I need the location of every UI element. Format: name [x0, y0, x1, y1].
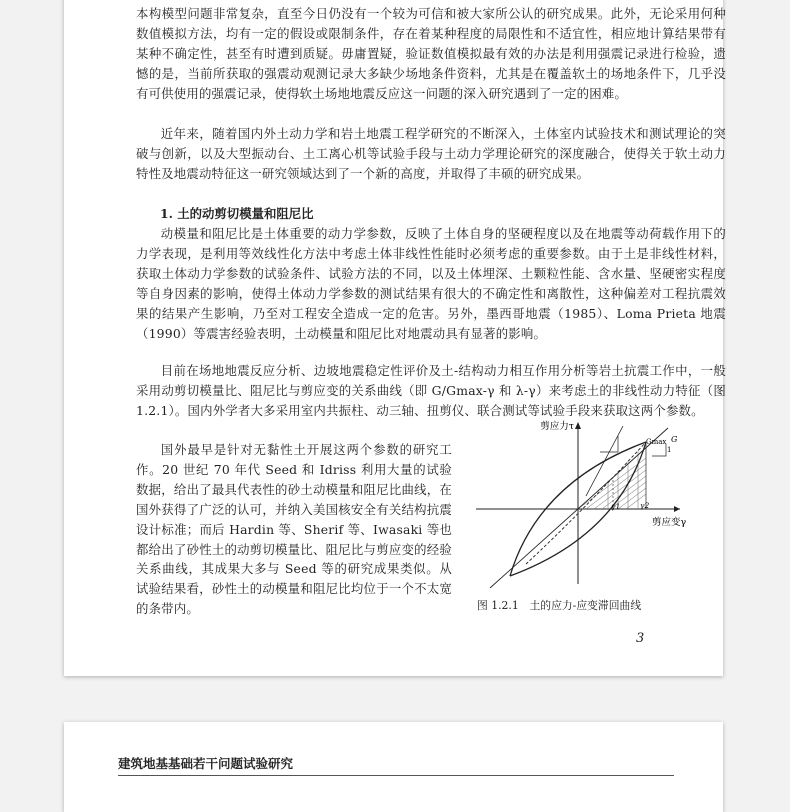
running-header: 建筑地基基础若干问题试验研究: [118, 756, 294, 771]
y-axis-label: 剪应力τ: [540, 421, 574, 432]
g-label: G: [671, 435, 678, 444]
paragraph-modulus-damping: 动模量和阻尼比是土体重要的动力学参数，反映了土体自身的坚硬程度以及在地震等动荷载作用下的力学表现，是利用等效线性化方法中考虑土体非线性性能时必须考虑的重要参数。由于土是非线性材料，获取土体动力学参数的试验条件、试验方法的不同，以及土体埋深、土颗粒性能、含水量、坚硬密实程度等自身因素的影响，使得土体动力学参数的测试结果有很大的不确定性和离散性，这种偏差对工程抗震效果的结果产生影响，乃至对工程安全造成一定的危害。另外，墨西哥地震（1985）、Loma Prieta 地震（1990）等震害经验表明，土动模量和阻尼比对地震动具有显著的影响。: [136, 226, 726, 341]
page-3: [64, 0, 726, 676]
gmax-label: Gmax: [646, 438, 667, 446]
paragraph-recent-research: 近年来，随着国内外土动力学和岩土地震工程学研究的不断深入，土体室内试验技术和测试理论的突破与创新，以及大型振动台、土工离心机等试验手段与土动力学理论研究的深度融合，使得关于软土动力特性及地震动特征这一研究领域达到了一个新的高度，并取得了丰硕的研究成果。: [136, 126, 726, 181]
paragraph-site-response: 目前在场地地震反应分析、边坡地震稳定性评价及土-结构动力相互作用分析等岩土抗震工作中，一般采用动剪切模量比、阻尼比与剪应变的关系曲线（即 G/Gmax-γ 和 λ-γ）来考虑土的非线性动力特征（图 1.2.1）。国内外学者大多采用室内共振柱、动三轴、扭剪仪、联合测试等试验手段来获取这两个参数。: [136, 363, 726, 418]
section-heading: 1. 土的动剪切模量和阻尼比: [160, 206, 314, 221]
header-rule: [118, 775, 674, 776]
x-axis-label: 剪应变γ: [652, 517, 687, 528]
figure-caption: 图 1.2.1 土的应力-应变滞回曲线: [477, 599, 642, 612]
paragraph-foreign-research: 国外最早是针对无黏性土开展这两个参数的研究工作。20 世纪 70 年代 Seed 和 Idriss 利用大量的试验数据，给出了最具代表性的砂土动模量和阻尼比曲线，在国外获得了广泛的认可，并纳入美国核安全有关结构抗震设计标准；而后 Hardin 等、Sherif 等、Iwasaki 等也都给出了砂性土的动剪切模量比、阻尼比与剪应变的经验关系曲线，其成果大多与 Seed 等的研究成果类似。从试验结果看，砂性土的动模量和阻尼比均位于一个不太宽的条带内。: [136, 442, 452, 617]
x-axis-arrow-icon: [674, 506, 680, 512]
unit-label: 1: [667, 446, 672, 454]
gamma1-label: γ1: [611, 502, 621, 511]
gamma2-label: γ2: [640, 501, 650, 510]
page-number: 3: [636, 631, 645, 646]
paragraph-constitutive-model: 本构模型问题非常复杂，直至今日仍没有一个较为可信和被大家所公认的研究成果。此外，无论采用何种数值模拟方法，均有一定的假设或限制条件，存在着某种程度的局限性和不适宜性，相应地计算结果带有某种不确定性，甚至有时遭到质疑。毋庸置疑，验证数值模拟最有效的办法是利用强震记录进行检验，遗憾的是，当前所获取的强震动观测记录大多缺少场地条件资料，尤其是在覆盖软土的场地条件下，几乎没有可供使用的强震记录，使得软土场地地震反应这一问题的深入研究遇到了一定的困难。: [136, 6, 726, 101]
page-4: [64, 722, 723, 812]
y-axis-arrow-icon: [575, 422, 581, 429]
hysteresis-figure: [468, 418, 688, 588]
gmax-triangle: [600, 436, 618, 452]
